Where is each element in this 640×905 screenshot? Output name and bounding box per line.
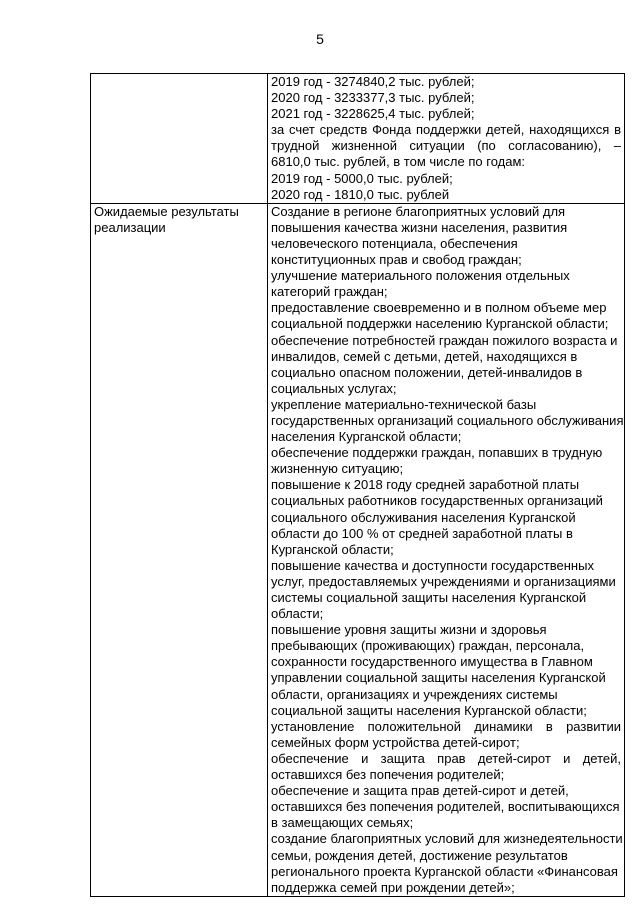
text-line: укрепление материально-технической базы (271, 396, 537, 412)
text-line: социально опасном положении, детей-инвалидов в (271, 364, 583, 380)
label-line: реализации (94, 219, 166, 235)
text-line: социальных работников государственных организаций (271, 493, 603, 509)
text-line: конституционных прав и свобод граждан; (271, 252, 522, 268)
row-label-expected-results (91, 203, 268, 896)
text-line: государственных организаций социального обслуживания (271, 412, 624, 428)
text-line: 2020 год - 1810,0 тыс. рублей (271, 186, 450, 202)
text-line: социальной поддержки населению Курганской области; (271, 316, 609, 332)
text-line: инвалидов, семей с детьми, детей, находящихся в (271, 348, 578, 364)
text-line: социального обслуживания населения Курганской (271, 509, 576, 525)
funding-cell (268, 74, 625, 204)
text-line: повышения качества жизни населения, развития (271, 219, 568, 235)
text-line: обеспечение и защита прав детей-сирот и детей, (271, 750, 621, 766)
text-line: обеспечение поддержки граждан, попавших в трудную (271, 445, 603, 461)
table-row-funding (91, 74, 625, 204)
text-line: Создание в регионе благоприятных условий для (271, 203, 566, 219)
table-row-expected-results (91, 203, 625, 896)
text-line: повышение уровня защиты жизни и здоровья (271, 622, 547, 638)
text-line: сохранности государственного имущества в Главном (271, 654, 593, 670)
text-line: Курганской области; (271, 541, 394, 557)
text-line: области, организациях и учреждениях системы (271, 686, 558, 702)
text-line: установление положительной динамики в развитии (271, 718, 621, 734)
row-label-empty (91, 74, 268, 204)
text-line: создание благоприятных условий для жизнедеятельности (271, 831, 623, 847)
text-line: 6810,0 тыс. рублей, в том числе по годам: (271, 154, 526, 170)
text-line: системы социальной защиты населения Курганской (271, 590, 587, 605)
text-line: улучшение материального положения отдельных (271, 268, 570, 284)
text-line: населения Курганской области; (271, 429, 462, 445)
text-line: в замещающих семьях; (271, 815, 414, 831)
text-line: 2021 год - 3228625,4 тыс. рублей; (271, 106, 475, 122)
text-line: 2019 год - 3274840,2 тыс. рублей; (271, 74, 475, 89)
text-line: поддержка семей при рождении детей»; (271, 879, 515, 895)
text-line: трудной жизненной ситуации (по согласованию), – (271, 138, 621, 154)
label-line: Ожидаемые результаты (94, 203, 239, 219)
text-line: оставшихся без попечения родителей; (271, 767, 505, 783)
text-line: оставшихся без попечения родителей, воспитывающихся (271, 799, 620, 815)
text-line: категорий граждан; (271, 284, 388, 300)
text-line: социальных услугах; (271, 380, 397, 396)
text-line: пребывающих (проживающих) граждан, персонала, (271, 638, 585, 654)
expected-results-cell (268, 203, 625, 896)
text-line: 2019 год - 5000,0 тыс. рублей; (271, 170, 453, 186)
text-line: обеспечение и защита прав детей-сирот и детей, (271, 783, 569, 799)
text-line: регионального проекта Курганской области «Финансовая (271, 863, 618, 879)
text-line: жизненную ситуацию; (271, 461, 404, 477)
text-line: социальной защиты населения Курганской области; (271, 702, 587, 718)
text-line: предоставление своевременно и в полном объеме мер (271, 300, 607, 316)
text-line: семьи, рождения детей, достижение результатов (271, 847, 568, 863)
text-line: обеспечение потребностей граждан пожилого возраста и (271, 332, 618, 348)
text-line: за счет средств Фонда поддержки детей, находящихся в (271, 122, 621, 138)
text-line: области до 100 % от средней заработной платы в (271, 525, 573, 541)
text-line: повышение к 2018 году средней заработной платы (271, 477, 580, 493)
page-number: 5 (316, 31, 324, 47)
text-line: области; (271, 606, 324, 622)
text-line: человеческого потенциала, обеспечения (271, 235, 518, 251)
text-line: управлении социальной защиты населения Курганской (271, 670, 606, 686)
text-line: повышение качества и доступности государственных (271, 557, 594, 573)
text-line: услуг, предоставляемых учреждениями и организациями (271, 573, 616, 589)
passport-table (90, 73, 625, 897)
text-line: 2020 год - 3233377,3 тыс. рублей; (271, 90, 475, 106)
text-line: семейных форм устройства детей-сирот; (271, 734, 520, 750)
